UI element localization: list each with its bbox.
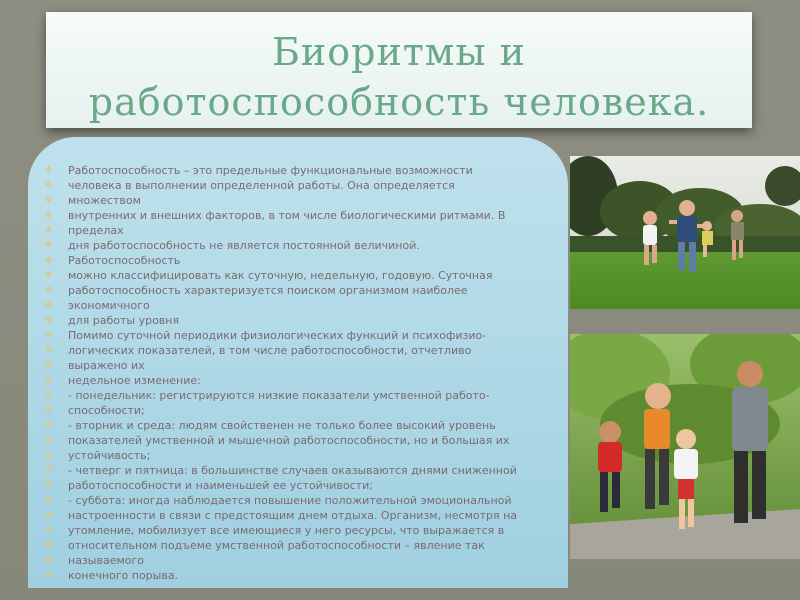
body-text: устойчивость;: [68, 449, 151, 462]
body-text-line: [38, 163, 543, 178]
body-text-line: [38, 373, 543, 388]
body-text: Работоспособность – это предельные функциональные возможности: [68, 164, 473, 177]
bullet-icon: ❖: [44, 450, 53, 461]
body-text-line: [38, 538, 543, 553]
body-text: - вторник и среда: людям свойственен не только более высокий уровень: [68, 419, 496, 432]
body-text-line: [38, 388, 543, 403]
bullet-icon: ❖: [44, 180, 53, 191]
body-text: - четверг и пятница: в большинстве случаев оказываются днями сниженной: [68, 464, 517, 477]
body-text-line: [38, 193, 543, 208]
body-text: логических показателей, в том числе работоспособности, отчетливо: [68, 344, 472, 357]
body-text-line: [38, 208, 543, 223]
body-text-line: [38, 178, 543, 193]
body-text: работоспособности и наименьшей ее устойчивости;: [68, 479, 373, 492]
bullet-icon: ❖: [44, 435, 53, 446]
body-text-line: [38, 403, 543, 418]
bullet-icon: ❖: [44, 510, 53, 521]
body-text-line: [38, 253, 543, 268]
title-box: [46, 12, 752, 128]
body-text-line: [38, 553, 543, 568]
body-text: пределах: [68, 224, 124, 237]
bullet-icon: ❖: [44, 315, 53, 326]
body-text: - понедельник: регистрируются низкие показатели умственной работо-: [68, 389, 490, 402]
slide-title-line1: Биоритмы и: [271, 30, 526, 74]
slide-title-line2: работоспособность человека.: [88, 80, 710, 124]
body-text: экономичного: [68, 299, 150, 312]
bullet-icon: ❖: [44, 270, 53, 281]
body-text: внутренних и внешних факторов, в том числе биологическими ритмами. В: [68, 209, 506, 222]
body-text: утомление, мобилизует все имеющиеся у него ресурсы, что выражается в: [68, 524, 505, 537]
body-text: - суббота: иногда наблюдается повышение положительной эмоциональной: [68, 494, 512, 507]
body-text: дня работоспособность не является постоянной величиной.: [68, 239, 420, 252]
body-text-line: [38, 463, 543, 478]
body-text-line: [38, 523, 543, 538]
body-text: называемого: [68, 554, 144, 567]
bullet-icon: ❖: [44, 555, 53, 566]
body-text: человека в выполнении определенной работы. Она определяется: [68, 179, 455, 192]
body-text-line: [38, 283, 543, 298]
body-text: выражено их: [68, 359, 145, 372]
bullet-icon: ❖: [44, 465, 53, 476]
body-text-line: [38, 223, 543, 238]
body-text: способности;: [68, 404, 145, 417]
bullet-icon: ❖: [44, 420, 53, 431]
children-running-image: [570, 156, 800, 309]
body-text-line: [38, 328, 543, 343]
body-text-line: [38, 478, 543, 493]
body-text: для работы уровня: [68, 314, 180, 327]
bullet-icon: ❖: [44, 330, 53, 341]
bullet-icon: ❖: [44, 390, 53, 401]
body-text-line: [38, 313, 543, 328]
bullet-icon: ❖: [44, 225, 53, 236]
body-text: конечного порыва.: [68, 569, 179, 582]
bullet-icon: ❖: [44, 345, 53, 356]
bullet-icon: ❖: [44, 210, 53, 221]
body-text: множеством: [68, 194, 141, 207]
bullet-icon: ❖: [44, 570, 53, 581]
body-text-line: [38, 358, 543, 373]
bullet-icon: ❖: [44, 240, 53, 251]
body-text-line: [38, 433, 543, 448]
family-jogging-image: [570, 334, 800, 559]
bullet-icon: ❖: [44, 540, 53, 551]
body-text: недельное изменение:: [68, 374, 201, 387]
body-text-line: [38, 298, 543, 313]
bullet-icon: ❖: [44, 375, 53, 386]
body-text-line: [38, 268, 543, 283]
text-panel: [28, 137, 568, 600]
bottom-bar: [0, 588, 800, 600]
bullet-icon: ❖: [44, 165, 53, 176]
bullet-icon: ❖: [44, 525, 53, 536]
body-text-line: [38, 508, 543, 523]
body-text: относительном подъеме умственной работоспособности – явление так: [68, 539, 485, 552]
bullet-icon: ❖: [44, 360, 53, 371]
bullet-icon: ❖: [44, 285, 53, 296]
bullet-icon: ❖: [44, 195, 53, 206]
body-text-line: [38, 343, 543, 358]
family-jogging-photo: [570, 334, 800, 559]
body-text-list: [38, 163, 543, 583]
body-text: показателей умственной и мышечной работоспособности, но и большая их: [68, 434, 510, 447]
bullet-icon: ❖: [44, 255, 53, 266]
bullet-icon: ❖: [44, 300, 53, 311]
bullet-icon: ❖: [44, 405, 53, 416]
body-text: Работоспособность: [68, 254, 181, 267]
bullet-icon: ❖: [44, 495, 53, 506]
body-text-line: [38, 238, 543, 253]
body-text: можно классифицировать как суточную, недельную, годовую. Суточная: [68, 269, 493, 282]
body-text-line: [38, 418, 543, 433]
body-text-line: [38, 568, 543, 583]
body-text: работоспособность характеризуется поиском организмом наиболее: [68, 284, 468, 297]
body-text-line: [38, 493, 543, 508]
children-running-photo: [570, 156, 800, 309]
bullet-icon: ❖: [44, 480, 53, 491]
body-text: настроенности в связи с предстоящим днем отдыха. Организм, несмотря на: [68, 509, 518, 522]
body-text: Помимо суточной периодики физиологических функций и психофизио-: [68, 329, 487, 342]
body-text-line: [38, 448, 543, 463]
